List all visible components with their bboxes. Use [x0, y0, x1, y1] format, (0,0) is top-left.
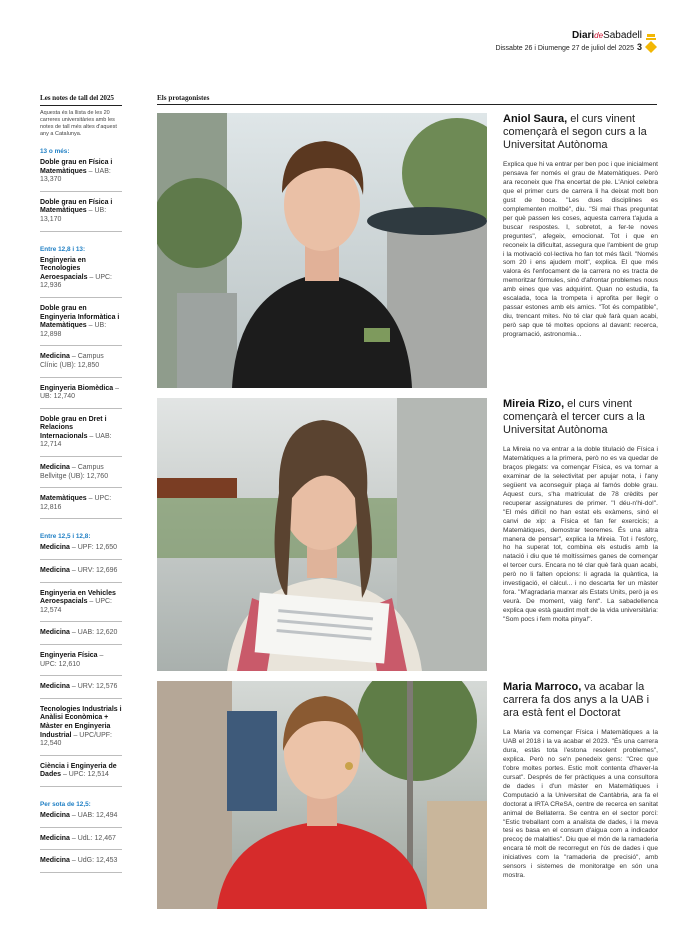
article-headline: [503, 398, 658, 437]
degree-name: Medicina: [40, 544, 70, 552]
degree-grade: – UPC: 12,936: [40, 273, 112, 290]
degree-entry: [40, 626, 122, 645]
degree-grade: – URV: 12,576: [69, 683, 118, 691]
degree-entry: [40, 350, 122, 377]
degree-grade: – UPC: 12,514: [61, 771, 109, 779]
section-divider: [157, 104, 657, 105]
article-headline: [503, 681, 658, 720]
degree-name: Enginyeria en Vehicles Aeroespacials: [40, 589, 116, 606]
article-mireia-rizo: [503, 398, 658, 625]
degree-grade: – UAB: 12,494: [69, 811, 118, 819]
degree-name: Medicina: [40, 629, 70, 637]
headline-text: el curs vinent començarà el segon curs a la Universitat Autònoma: [503, 113, 647, 151]
degree-entry: [40, 461, 122, 488]
degree-grade: – UPC/UPF: 12,540: [40, 731, 112, 748]
brand-part2: de: [594, 31, 604, 40]
person-name: Aniol Saura,: [503, 113, 568, 125]
group-label: Entre 12,8 i 13:: [40, 245, 86, 253]
degree-grade: – URV: 12,696: [69, 567, 118, 575]
photo-mireia-rizo: [157, 398, 487, 671]
degree-entry: [40, 649, 122, 676]
degree-grade: – UB: 12,740: [40, 384, 119, 401]
article-body: La Maria va començar Física i Matemàtiques a la UAB el 2018 i la va acabar el 2023. "És una carrera dura, estàs tota l'estona resolent problemes", explica. Però no se'n penedeix gens: "Crec que t'obre moltes portes. Estic molt contenta d'haver-la cursat". Després de fer pràctiques a una consultora de dades i d'un màster en Matemàtiques i Computació a la Universitat de Cantàbria, ara fa el doctorat a IRTA CReSA, centre de recerca en sanitat animal de Bellaterra. Se centra en el sector porcí: "Estic treballant com a analista de dades, i la meva tesi es basa en el consum d'aigua com a indicador precoç de malalties". Diu que el món de la ramaderia encara té molt de recorregut en l'ús de dades i que iniciatives com la "ramaderia de precisió", amb sensors i sistemes de monitoratge en són una mostra.: [503, 729, 658, 880]
degree-name: Medicina: [40, 683, 70, 691]
page-number: 3: [636, 42, 642, 52]
sidebar-intro: Aquesta és la llista de les 20 carreres universitàries amb les notes de tall més altes d'aquest any a Catalunya.: [40, 110, 117, 137]
degree-name: Doble grau en Enginyeria Informàtica i Matemàtiques: [40, 304, 120, 330]
masthead: [495, 30, 642, 54]
degree-entry: [40, 703, 122, 756]
photo-maria-marroco: [157, 681, 487, 909]
degree-name: Doble grau en Física i Matemàtiques: [40, 198, 113, 215]
degree-grade: – UAB: 12,620: [69, 629, 118, 637]
degree-grade: – UB: 13,170: [40, 207, 107, 223]
degree-name: Medicina: [40, 464, 70, 472]
degree-grade: – UAB: 12,714: [40, 432, 112, 449]
headline-text: va acabar la carrera fa dos anys a la UAB i ara està fent el Doctorat: [503, 681, 650, 719]
sidebar-title: Les notes de tall del 2025: [40, 94, 122, 106]
degree-entry: [40, 832, 122, 851]
degree-name: Tecnologies Industrials i Anàlisi Econòmica + Màster en Enginyeria Industrial: [40, 705, 122, 739]
degree-entry: [40, 680, 122, 699]
group-label: Per sota de 12,5:: [40, 800, 91, 808]
degree-entry: [40, 854, 122, 873]
degree-grade: – UPC: 12,816: [40, 495, 112, 511]
degree-name: Medicina: [40, 857, 70, 865]
degree-grade: – UdL: 12,467: [69, 834, 116, 842]
degree-name: Enginyeria Biomèdica: [40, 384, 114, 392]
degree-grade: – Campus Clínic (UB): 12,850: [40, 353, 104, 369]
article-aniol-saura: [503, 113, 658, 340]
degree-entry: [40, 541, 122, 560]
degree-entry: [40, 196, 122, 232]
dateline: [495, 42, 642, 54]
cutoff-grades-sidebar: [40, 94, 122, 877]
section-title: Els protagonistes: [157, 94, 210, 102]
brand-part1: Diari: [571, 30, 595, 41]
degree-entry: [40, 156, 122, 192]
grade-group: [40, 246, 122, 520]
grade-group: [40, 148, 122, 232]
degree-entry: [40, 302, 122, 346]
degree-name: Doble grau en Física i Matemàtiques: [40, 159, 113, 175]
degree-grade: – UPC: 12,610: [40, 652, 104, 668]
degree-entry: [40, 564, 122, 583]
degree-grade: – UB: 12,898: [40, 322, 107, 338]
degree-name: Doble grau en Dret i Relacions Internacionals: [40, 415, 107, 440]
degree-entry: [40, 413, 122, 457]
sabadell-shield-icon: [644, 34, 658, 56]
person-name: Maria Marroco,: [503, 681, 582, 693]
degree-entry: [40, 254, 122, 298]
degree-entry: [40, 492, 122, 519]
degree-entry: [40, 587, 122, 623]
headline-text: el curs vinent començarà el tercer curs a la Universitat Autònoma: [503, 398, 645, 436]
degree-name: Medicina: [40, 567, 70, 575]
degree-grade: – UPF: 12,650: [69, 544, 118, 552]
degree-grade: – Campus Bellvitge (UB): 12,760: [40, 464, 109, 480]
article-body: La Mireia no va entrar a la doble titulació de Física i Matemàtiques a la primera, però no es va quedar de braços plegats: va començar Física, es va tornar a examinar de la selectivitat per apujar nota, i l'any següent va aconseguir plaça al famós doble grau. Aquest curs, s'ha matriculat de 78 crèdits per recuperar assignatures de primer. "I déu-n'hi-do!". "El més difícil no han estat els exàmens, sinó el canvi de xip: a Física et fan fer exercicis; a Matemàtiques, demostrar teoremes. És una altra manera de pensar", explica la Mireia. Tot i l'esforç, ho ha superat tot, combina els estudis amb la natació i diu que té moltíssimes ganes de començar el tercer curs. Encara no té clar què farà quan acabi, però no li falten opcions: li agrada la quàntica, la investigació, el càlcul... i no descarta fer un màster fora. "M'agradaria marxar als Estats Units, però ja es veurà. De moment, vaig fent". La sabadellenca explica que està gaudint molt de la vida universitària: "Som pocs i fem molta pinya!".: [503, 446, 658, 624]
degree-name: Matemàtiques: [40, 495, 87, 503]
person-name: Mireia Rizo,: [503, 398, 565, 410]
article-maria-marroco: [503, 681, 658, 881]
newspaper-brand: [495, 30, 642, 42]
group-label: Entre 12,5 i 12,8:: [40, 533, 91, 541]
brand-part3: Sabadell: [603, 30, 642, 41]
degree-grade: – UAB: 13,370: [40, 167, 111, 184]
degree-name: Medicina: [40, 811, 70, 819]
degree-grade: – UPC: 12,574: [40, 598, 112, 614]
degree-grade: – UdG: 12,453: [69, 857, 118, 865]
degree-entry: [40, 809, 122, 828]
degree-entry: [40, 382, 122, 409]
issue-date: Dissabte 26 i Diumenge 27 de juliol del 2025: [495, 45, 634, 52]
degree-name: Enginyeria Física: [40, 652, 98, 659]
grade-group: [40, 533, 122, 787]
degree-entry: [40, 760, 122, 787]
degree-name: Medicina: [40, 353, 70, 361]
article-headline: [503, 113, 658, 152]
degree-name: Ciència i Enginyeria de Dades: [40, 762, 117, 779]
degree-name: Medicina: [40, 834, 70, 842]
group-label: 13 o més:: [40, 148, 70, 155]
degree-name: Enginyeria en Tecnologies Aeroespacials: [40, 256, 88, 281]
photo-aniol-saura: [157, 113, 487, 388]
grade-group: [40, 801, 122, 873]
article-body: Explica que hi va entrar per ben poc i que inicialment pensava fer només el grau de Matemàtiques. Però ara reconeix que l'ha encertat de ple. L'Aniol celebra que el primer curs de carrera li ha deixat molt bon gust de boca. "Les dues disciplines es complementen moltbé", diu. "Si mai t'has preguntat per què passen les coses, aquesta carrera t'ajuda a buscar respostes. I, sobretot, a fer-te noves preguntes", afegeix, emocionat. Tot i que en reconeix la dificultat, assegura que l'ambient de grup i la motivació col·lectiva ho fan tot més fàcil. "Només som 20 i ens ajudem molt", explica. El que més valora és l'enfocament de la carrera no es tracta de memoritzar fórmules, sinó d'afrontar problemes nous amb eines que vas adquirint. Quan no estudia, fa escalada, toca la trompeta i aprofita per llegir o passar estones amb els amics. "Tot és compatible", diu, trencant mites. No té clar què farà quan acabi, però sap que té moltes opcions al davant: recerca, programació, astronomia...: [503, 161, 658, 339]
